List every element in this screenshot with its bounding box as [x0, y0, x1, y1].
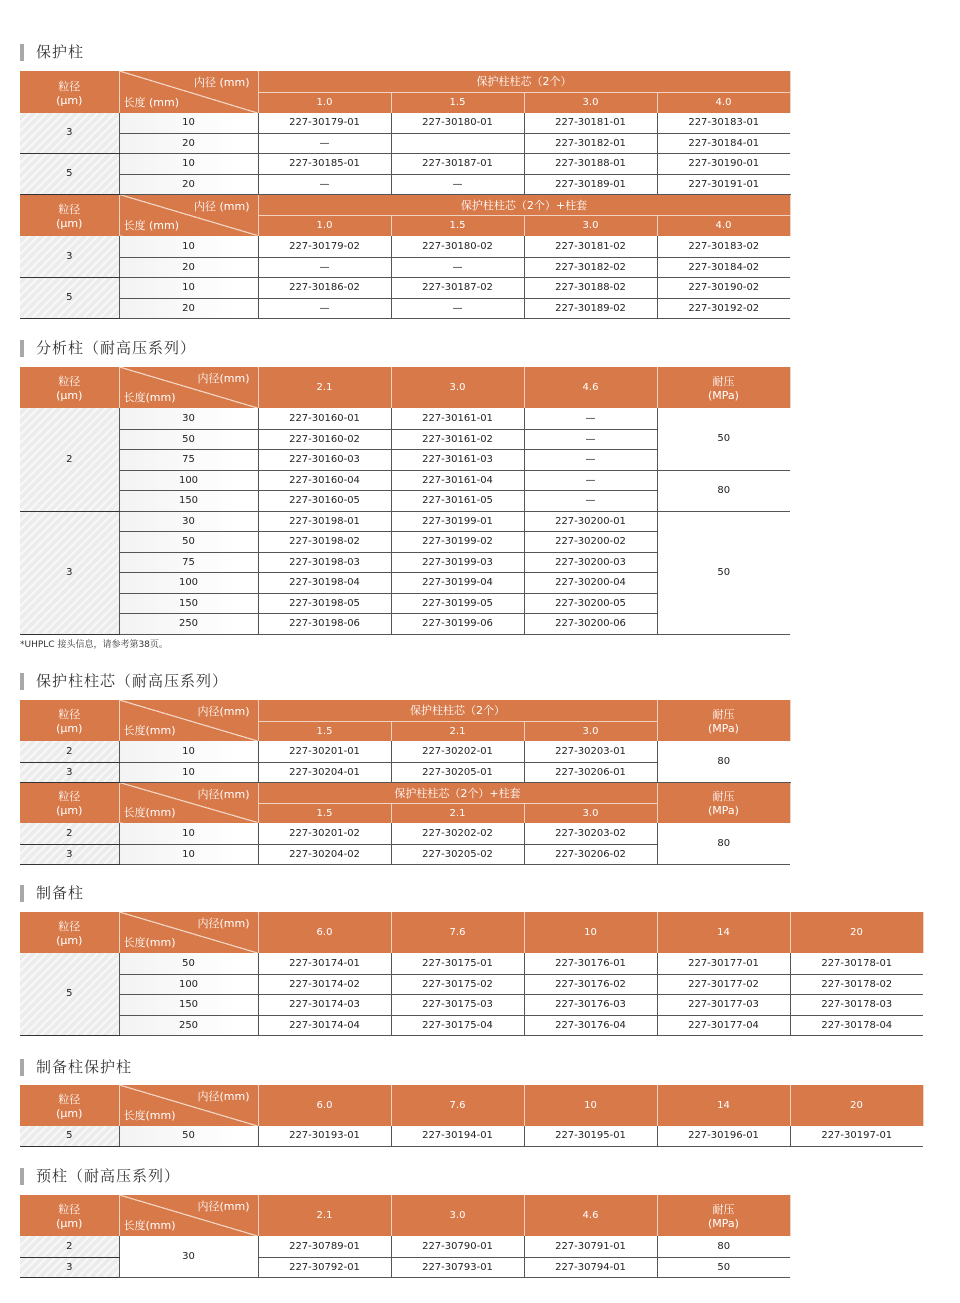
part-number-cell: 227-30199-04	[391, 572, 524, 593]
part-number-cell: 227-30174-04	[258, 1015, 391, 1035]
diameter-header: 10	[524, 1085, 657, 1126]
diameter-header: 1.5	[391, 215, 524, 236]
part-number-cell: 227-30202-01	[391, 741, 524, 762]
diameter-header: 3.0	[524, 721, 657, 741]
part-number-cell: 227-30177-03	[657, 994, 790, 1015]
particle-cell: 3	[20, 762, 119, 782]
diameter-header: 3.0	[524, 215, 657, 236]
diameter-header: 4.0	[657, 215, 790, 236]
part-number-cell: 227-30160-01	[258, 408, 391, 429]
part-number-cell: 227-30182-02	[524, 257, 657, 277]
part-number-cell: 227-30174-01	[258, 953, 391, 974]
diameter-header: 2.1	[258, 367, 391, 408]
part-number-cell: 227-30200-01	[524, 511, 657, 531]
diameter-header: 1.0	[258, 215, 391, 236]
guard-table-body-2	[20, 236, 790, 318]
part-number-cell: 227-30188-02	[524, 277, 657, 298]
table-row	[20, 953, 923, 974]
part-number-cell: 227-30197-01	[790, 1126, 923, 1146]
part-number-cell: 227-30199-01	[391, 511, 524, 531]
part-number-cell: 227-30184-02	[657, 257, 790, 277]
part-number-cell: 227-30179-02	[258, 236, 391, 257]
diameter-header: 2.1	[391, 803, 524, 823]
part-number-cell: 227-30202-02	[391, 823, 524, 844]
particle-cell: 5	[20, 953, 119, 1035]
particle-cell: 5	[20, 153, 119, 194]
length-cell: 30	[119, 511, 258, 531]
length-cell: 250	[119, 613, 258, 634]
prep-guard-table-body	[20, 1126, 923, 1146]
part-number-cell: 227-30176-04	[524, 1015, 657, 1035]
part-number-cell: 227-30161-05	[391, 490, 524, 511]
part-number-cell: 227-30198-03	[258, 552, 391, 572]
part-number-cell: 227-30178-03	[790, 994, 923, 1015]
length-cell: 10	[119, 236, 258, 257]
table-row	[20, 236, 790, 257]
part-number-cell: 227-30200-06	[524, 613, 657, 634]
length-cell: 30	[119, 1236, 258, 1277]
part-number-cell: 227-30204-02	[258, 844, 391, 864]
part-number-cell: 227-30198-04	[258, 572, 391, 593]
part-number-cell: 227-30180-02	[391, 236, 524, 257]
part-number-cell: —	[524, 470, 657, 490]
pre-table-body	[20, 1236, 790, 1277]
part-number-cell: 227-30200-02	[524, 531, 657, 552]
part-number-cell: 227-30175-04	[391, 1015, 524, 1035]
part-number-cell: —	[524, 490, 657, 511]
table-row	[20, 257, 790, 277]
part-number-cell: 227-30201-01	[258, 741, 391, 762]
part-number-cell: 227-30791-01	[524, 1236, 657, 1257]
part-number-cell: —	[391, 174, 524, 194]
guard-table-body-1	[20, 113, 790, 194]
analytical-table	[20, 367, 791, 635]
part-number-cell: 227-30189-01	[524, 174, 657, 194]
part-number-cell: 227-30176-02	[524, 974, 657, 994]
part-number-cell: 227-30195-01	[524, 1126, 657, 1146]
length-cell: 30	[119, 408, 258, 429]
length-cell: 75	[119, 449, 258, 470]
prep-guard-table-header	[20, 1085, 923, 1126]
part-number-cell: 227-30176-03	[524, 994, 657, 1015]
part-number-cell: 227-30190-02	[657, 277, 790, 298]
part-number-cell: 227-30174-03	[258, 994, 391, 1015]
part-number-cell: 227-30177-02	[657, 974, 790, 994]
section-title-guard: 保护柱	[20, 44, 84, 61]
cartridge-holder-header: 保护柱柱芯（2个）+柱套	[258, 194, 790, 215]
part-number-cell: 227-30792-01	[258, 1257, 391, 1277]
dimension-header: 内径(mm) 长度(mm)	[119, 1085, 258, 1126]
diameter-header: 2.1	[391, 721, 524, 741]
part-number-cell: 227-30161-03	[391, 449, 524, 470]
part-number-cell: 227-30179-01	[258, 113, 391, 133]
part-number-cell: —	[258, 298, 391, 318]
part-number-cell: 227-30175-03	[391, 994, 524, 1015]
part-number-cell: 227-30186-02	[258, 277, 391, 298]
table-row	[20, 408, 790, 429]
table-row	[20, 298, 790, 318]
diameter-header: 1.0	[258, 92, 391, 113]
particle-header: 粒径 (μm)	[20, 71, 119, 113]
particle-cell: 2	[20, 823, 119, 844]
section-title-pre: 预柱（耐高压系列）	[20, 1168, 180, 1185]
diameter-header: 10	[524, 912, 657, 953]
part-number-cell: 227-30185-01	[258, 153, 391, 174]
diameter-header: 14	[657, 912, 790, 953]
particle-cell: 3	[20, 236, 119, 277]
cartridge-header: 保护柱柱芯（2个）	[258, 700, 657, 721]
table-row	[20, 511, 790, 531]
table-row	[20, 174, 790, 194]
length-cell: 50	[119, 953, 258, 974]
length-cell: 20	[119, 133, 258, 153]
diameter-header: 20	[790, 912, 923, 953]
pressure-cell: 50	[657, 408, 790, 470]
prep-table-body	[20, 953, 923, 1035]
particle-header: 粒径 (μm)	[20, 782, 119, 823]
length-cell: 10	[119, 277, 258, 298]
particle-cell: 3	[20, 113, 119, 153]
part-number-cell: —	[391, 257, 524, 277]
table-row	[20, 994, 923, 1015]
part-number-cell: 227-30175-02	[391, 974, 524, 994]
part-number-cell: 227-30198-06	[258, 613, 391, 634]
particle-header: 粒径 (μm)	[20, 1195, 119, 1236]
pressure-header: 耐压 (MPa)	[657, 782, 790, 823]
pre-table-header	[20, 1195, 790, 1236]
part-number-cell: 227-30205-01	[391, 762, 524, 782]
part-number-cell: 227-30198-01	[258, 511, 391, 531]
table-row	[20, 470, 790, 490]
part-number-cell: 227-30183-01	[657, 113, 790, 133]
dimension-header: 内径 (mm) 长度 (mm)	[119, 194, 258, 236]
analytical-table-header	[20, 367, 790, 408]
pressure-cell: 50	[657, 511, 790, 634]
part-number-cell: 227-30176-01	[524, 953, 657, 974]
part-number-cell: 227-30175-01	[391, 953, 524, 974]
part-number-cell: 227-30187-01	[391, 153, 524, 174]
part-number-cell: 227-30160-04	[258, 470, 391, 490]
particle-cell: 5	[20, 277, 119, 318]
length-cell: 20	[119, 174, 258, 194]
length-cell: 20	[119, 298, 258, 318]
length-cell: 150	[119, 994, 258, 1015]
length-cell: 50	[119, 1126, 258, 1146]
part-number-cell: 227-30206-02	[524, 844, 657, 864]
part-number-cell	[391, 133, 524, 153]
particle-cell: 3	[20, 844, 119, 864]
prep-table	[20, 912, 924, 1036]
section-title-cartridge: 保护柱柱芯（耐高压系列）	[20, 673, 228, 690]
length-cell: 50	[119, 429, 258, 449]
guard-table-header-1	[20, 71, 790, 113]
part-number-cell: —	[391, 298, 524, 318]
part-number-cell: 227-30199-06	[391, 613, 524, 634]
pressure-header: 耐压 (MPa)	[657, 700, 790, 741]
part-number-cell: 227-30174-02	[258, 974, 391, 994]
table-row	[20, 1015, 923, 1035]
part-number-cell: 227-30183-02	[657, 236, 790, 257]
pressure-cell: 80	[657, 470, 790, 511]
diameter-header: 1.5	[391, 92, 524, 113]
part-number-cell: 227-30194-01	[391, 1126, 524, 1146]
length-cell: 10	[119, 844, 258, 864]
cartridge-table-body-2	[20, 823, 790, 864]
particle-header: 粒径 (μm)	[20, 700, 119, 741]
cartridge-holder-header: 保护柱柱芯（2个）+柱套	[258, 782, 657, 803]
diameter-header: 3.0	[391, 1195, 524, 1236]
part-number-cell: 227-30181-02	[524, 236, 657, 257]
prep-table-header	[20, 912, 923, 953]
part-number-cell: 227-30205-02	[391, 844, 524, 864]
part-number-cell: 227-30187-02	[391, 277, 524, 298]
diameter-header: 7.6	[391, 912, 524, 953]
length-cell: 20	[119, 257, 258, 277]
length-cell: 100	[119, 974, 258, 994]
part-number-cell: 227-30196-01	[657, 1126, 790, 1146]
part-number-cell: 227-30199-02	[391, 531, 524, 552]
cartridge-table	[20, 700, 791, 865]
diameter-header: 6.0	[258, 912, 391, 953]
part-number-cell: —	[524, 429, 657, 449]
analytical-table-body	[20, 408, 790, 634]
diameter-header: 4.0	[657, 92, 790, 113]
part-number-cell: 227-30184-01	[657, 133, 790, 153]
part-number-cell: 227-30161-04	[391, 470, 524, 490]
table-row	[20, 277, 790, 298]
particle-header: 粒径 (μm)	[20, 367, 119, 408]
cartridge-table-header-2	[20, 782, 790, 823]
part-number-cell: 227-30206-01	[524, 762, 657, 782]
part-number-cell: 227-30793-01	[391, 1257, 524, 1277]
part-number-cell: 227-30191-01	[657, 174, 790, 194]
prep-guard-table	[20, 1085, 924, 1147]
part-number-cell: 227-30199-05	[391, 593, 524, 613]
diameter-header: 4.6	[524, 367, 657, 408]
part-number-cell: 227-30790-01	[391, 1236, 524, 1257]
particle-header: 粒径 (μm)	[20, 912, 119, 953]
table-row	[20, 823, 790, 844]
part-number-cell: 227-30182-01	[524, 133, 657, 153]
length-cell: 10	[119, 762, 258, 782]
diameter-header: 3.0	[391, 367, 524, 408]
dimension-header: 内径(mm) 长度(mm)	[119, 1195, 258, 1236]
diameter-header: 20	[790, 1085, 923, 1126]
pressure-cell: 80	[657, 823, 790, 864]
part-number-cell: 227-30200-05	[524, 593, 657, 613]
particle-cell: 2	[20, 741, 119, 762]
part-number-cell: —	[258, 133, 391, 153]
diameter-header: 7.6	[391, 1085, 524, 1126]
particle-cell: 5	[20, 1126, 119, 1146]
part-number-cell: 227-30789-01	[258, 1236, 391, 1257]
diameter-header: 2.1	[258, 1195, 391, 1236]
particle-cell: 3	[20, 1257, 119, 1277]
part-number-cell: 227-30192-02	[657, 298, 790, 318]
table-row	[20, 741, 790, 762]
part-number-cell: 227-30190-01	[657, 153, 790, 174]
guard-table-header-2	[20, 194, 790, 236]
table-row	[20, 974, 923, 994]
cartridge-table-header-1	[20, 700, 790, 741]
length-cell: 50	[119, 531, 258, 552]
dimension-header: 内径 (mm) 长度 (mm)	[119, 71, 258, 113]
part-number-cell: 227-30161-01	[391, 408, 524, 429]
table-row	[20, 113, 790, 133]
guard-table	[20, 71, 791, 319]
particle-header: 粒径 (μm)	[20, 1085, 119, 1126]
table-row	[20, 153, 790, 174]
part-number-cell: 227-30200-04	[524, 572, 657, 593]
part-number-cell: —	[524, 449, 657, 470]
length-cell: 250	[119, 1015, 258, 1035]
length-cell: 10	[119, 823, 258, 844]
part-number-cell: —	[258, 257, 391, 277]
part-number-cell: 227-30189-02	[524, 298, 657, 318]
pressure-header: 耐压 (MPa)	[657, 367, 790, 408]
part-number-cell: 227-30177-04	[657, 1015, 790, 1035]
part-number-cell: 227-30794-01	[524, 1257, 657, 1277]
length-cell: 10	[119, 741, 258, 762]
part-number-cell: 227-30203-01	[524, 741, 657, 762]
diameter-header: 3.0	[524, 803, 657, 823]
length-cell: 100	[119, 470, 258, 490]
table-row	[20, 1126, 923, 1146]
part-number-cell: 227-30160-05	[258, 490, 391, 511]
part-number-cell: 227-30188-01	[524, 153, 657, 174]
part-number-cell: 227-30201-02	[258, 823, 391, 844]
part-number-cell: 227-30198-05	[258, 593, 391, 613]
section-title-prep-guard: 制备柱保护柱	[20, 1059, 132, 1076]
part-number-cell: 227-30161-02	[391, 429, 524, 449]
dimension-header: 内径(mm) 长度(mm)	[119, 700, 258, 741]
part-number-cell: 227-30198-02	[258, 531, 391, 552]
part-number-cell: —	[258, 174, 391, 194]
particle-cell: 2	[20, 408, 119, 511]
part-number-cell: 227-30199-03	[391, 552, 524, 572]
diameter-header: 4.6	[524, 1195, 657, 1236]
section-title-analytical: 分析柱（耐高压系列）	[20, 340, 196, 357]
particle-header: 粒径 (μm)	[20, 194, 119, 236]
part-number-cell: 227-30193-01	[258, 1126, 391, 1146]
section-title-prep: 制备柱	[20, 885, 84, 902]
diameter-header: 6.0	[258, 1085, 391, 1126]
diameter-header: 14	[657, 1085, 790, 1126]
part-number-cell: 227-30160-02	[258, 429, 391, 449]
length-cell: 100	[119, 572, 258, 593]
dimension-header: 内径(mm) 长度(mm)	[119, 912, 258, 953]
cartridge-table-body-1	[20, 741, 790, 782]
part-number-cell: 227-30180-01	[391, 113, 524, 133]
dimension-header: 内径(mm) 长度(mm)	[119, 782, 258, 823]
table-row	[20, 133, 790, 153]
part-number-cell: 227-30178-04	[790, 1015, 923, 1035]
length-cell: 150	[119, 593, 258, 613]
particle-cell: 2	[20, 1236, 119, 1257]
part-number-cell: —	[524, 408, 657, 429]
part-number-cell: 227-30181-01	[524, 113, 657, 133]
part-number-cell: 227-30204-01	[258, 762, 391, 782]
part-number-cell: 227-30178-01	[790, 953, 923, 974]
length-cell: 10	[119, 153, 258, 174]
uhplc-footnote: *UHPLC 接头信息，请参考第38页。	[20, 640, 168, 650]
pressure-header: 耐压 (MPa)	[657, 1195, 790, 1236]
table-row	[20, 1236, 790, 1257]
diameter-header: 3.0	[524, 92, 657, 113]
pre-table	[20, 1195, 791, 1278]
diameter-header: 1.5	[258, 721, 391, 741]
pressure-cell: 80	[657, 741, 790, 782]
part-number-cell: 227-30160-03	[258, 449, 391, 470]
diameter-header: 1.5	[258, 803, 391, 823]
part-number-cell: 227-30177-01	[657, 953, 790, 974]
cartridge-header: 保护柱柱芯（2个）	[258, 71, 790, 92]
part-number-cell: 227-30178-02	[790, 974, 923, 994]
length-cell: 75	[119, 552, 258, 572]
particle-cell: 3	[20, 511, 119, 634]
pressure-cell: 80	[657, 1236, 790, 1257]
pressure-cell: 50	[657, 1257, 790, 1277]
part-number-cell: 227-30203-02	[524, 823, 657, 844]
length-cell: 150	[119, 490, 258, 511]
dimension-header: 内径(mm) 长度(mm)	[119, 367, 258, 408]
part-number-cell: 227-30200-03	[524, 552, 657, 572]
length-cell: 10	[119, 113, 258, 133]
